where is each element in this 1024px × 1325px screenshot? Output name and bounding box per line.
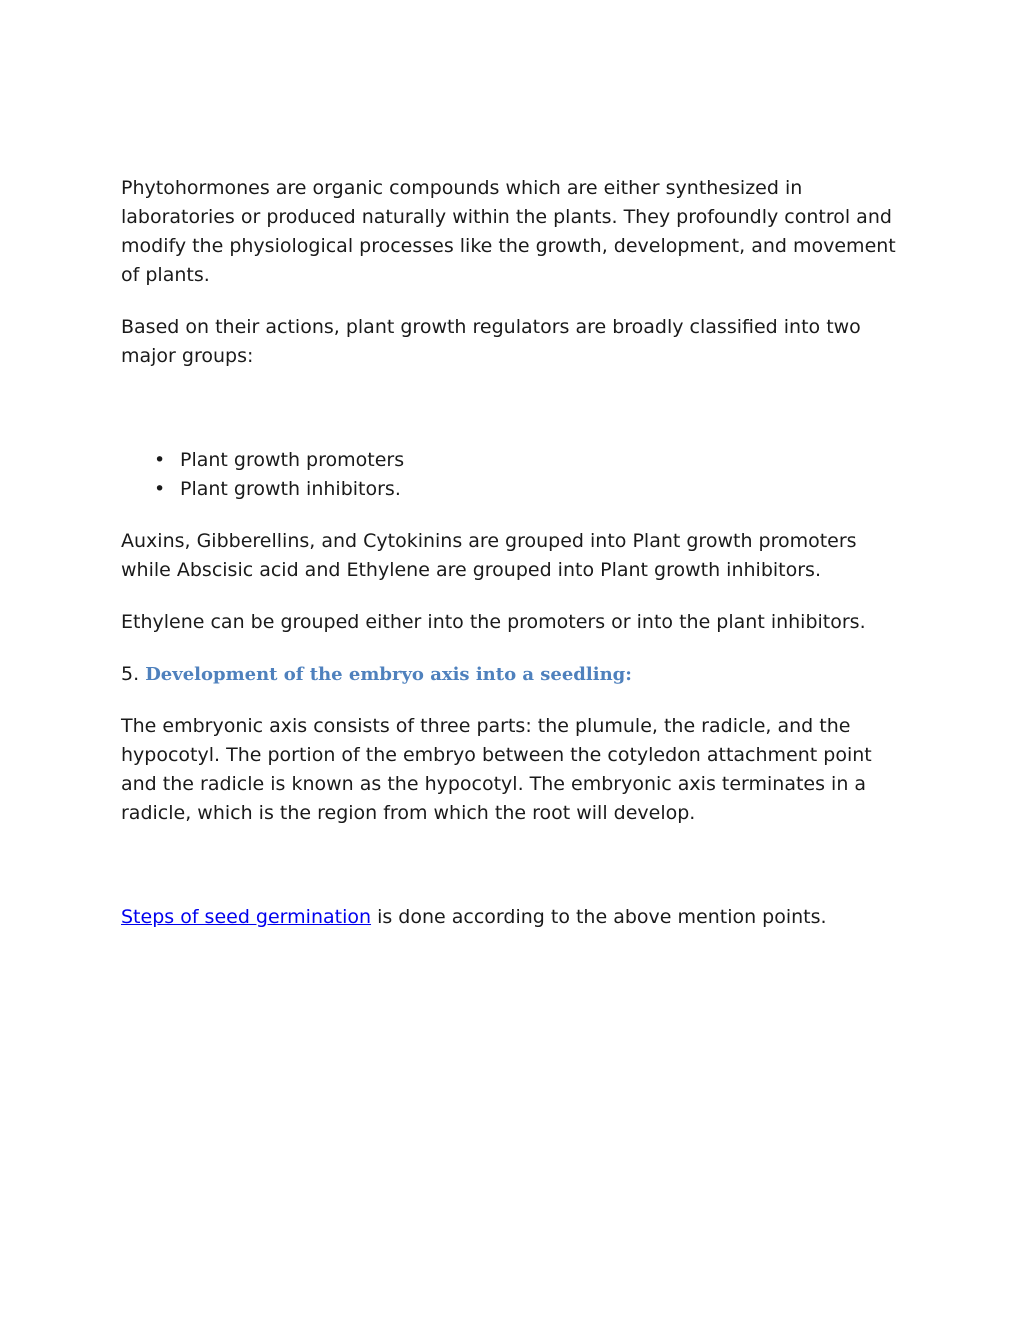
list-item [121,475,911,504]
blank-line [121,851,911,903]
grouping-paragraph: Auxins, Gibberellins, and Cytokinins are grouped into Plant growth promoters while Abscisic acid and Ethylene are grouped into Plant growth inhibitors. [121,530,857,581]
bullet-list [121,446,911,504]
classification-paragraph: Based on their actions, plant growth regulators are broadly classified into two major groups: [121,316,861,367]
ethylene-paragraph: Ethylene can be grouped either into the promoters or into the plant inhibitors. [121,611,866,633]
bullet-icon: • [154,478,166,500]
document-body [121,174,911,955]
section-title: Development of the embryo axis into a seedling: [145,664,632,685]
bullet-icon: • [154,449,166,471]
list-item-text: Plant growth promoters [180,449,405,471]
seed-germination-link[interactable]: Steps of seed germination [121,906,372,928]
list-item-text: Plant growth inhibitors. [180,478,401,500]
section-number: 5. [121,663,140,685]
closing-text: is done according to the above mention points. [371,906,827,928]
embryo-axis-paragraph: The embryonic axis consists of three parts: the plumule, the radicle, and the hypocotyl. The portion of the embryo between the cotyledon attachment point and the radicle is known as the hypocotyl. The embryonic axis terminates in a radicle, which is the region from which the root will develop. [121,715,872,824]
intro-paragraph: Phytohormones are organic compounds which are either synthesized in laboratories or produced naturally within the plants. They profoundly control and modify the physiological processes like the growth, development, and movement of plants. [121,177,896,286]
closing-paragraph [121,903,911,932]
list-item [121,446,911,475]
blank-line [121,394,911,446]
section-heading [121,660,911,689]
